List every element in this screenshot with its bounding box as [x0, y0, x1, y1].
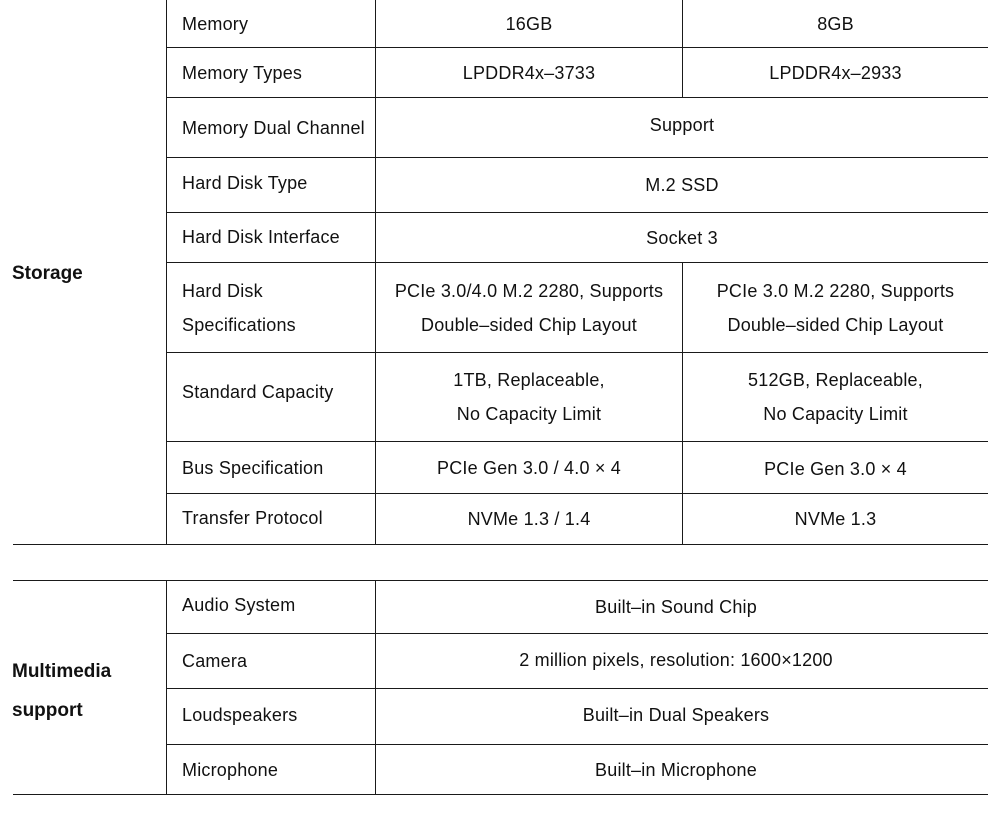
spec-label: Bus Specification — [182, 457, 324, 478]
spec-label: Loudspeakers — [182, 705, 298, 725]
spec-value: 2 million pixels, resolution: 1600×1200 — [519, 650, 833, 670]
spec-value-line: No Capacity Limit — [456, 404, 602, 424]
divider — [13, 544, 988, 545]
spec-label: Transfer Protocol — [182, 508, 323, 528]
spec-label-line: Specifications — [182, 314, 296, 335]
spec-value-line: PCIe 3.0/4.0 M.2 2280, Supports — [394, 280, 664, 301]
spec-value-line: 1TB, Replaceable, — [453, 370, 605, 390]
spec-label: Memory — [182, 13, 249, 34]
spec-label: Audio System — [182, 595, 296, 615]
category-line: Multimedia — [12, 661, 112, 682]
spec-value: PCIe Gen 3.0 × 4 — [764, 458, 907, 479]
spec-value: PCIe Gen 3.0 / 4.0 × 4 — [436, 457, 621, 478]
spec-value: NVMe 1.3 / 1.4 — [467, 509, 591, 529]
spec-value-line: Double–sided Chip Layout — [727, 314, 944, 335]
spec-label: Microphone — [182, 759, 279, 780]
spec-label — [167, 263, 375, 352]
spec-value: LPDDR4x–2933 — [769, 62, 902, 83]
spec-label: Memory Types — [182, 62, 303, 83]
spec-value-line: PCIe 3.0 M.2 2280, Supports — [716, 280, 955, 301]
spec-value: Socket 3 — [646, 227, 718, 248]
spec-value-line: No Capacity Limit — [763, 404, 908, 424]
spec-value — [683, 353, 988, 441]
spec-label: Memory Dual Channel — [182, 117, 365, 138]
category-multimedia — [12, 652, 111, 730]
spec-label-line: Hard Disk — [182, 280, 263, 301]
spec-value-line: 512GB, Replaceable, — [748, 370, 923, 390]
category-storage: Storage — [12, 263, 83, 284]
spec-value: Built–in Dual Speakers — [582, 705, 770, 725]
spec-value: 8GB — [817, 13, 854, 34]
spec-label: Hard Disk Interface — [182, 226, 340, 247]
spec-label: Camera — [182, 651, 248, 671]
spec-value: Built–in Microphone — [595, 759, 757, 780]
spec-value — [376, 263, 682, 352]
spec-value — [683, 263, 988, 352]
spec-value: NVMe 1.3 — [794, 509, 877, 529]
spec-value: Support — [649, 115, 715, 135]
spec-value — [376, 353, 682, 441]
spec-label: Standard Capacity — [182, 382, 334, 402]
spec-value: LPDDR4x–3733 — [462, 62, 596, 83]
category-line: support — [12, 700, 83, 721]
spec-label: Hard Disk Type — [182, 173, 308, 193]
spec-value: M.2 SSD — [645, 175, 719, 195]
spec-value-line: Double–sided Chip Layout — [421, 314, 637, 335]
spec-value: Built–in Sound Chip — [595, 597, 757, 617]
spec-value: 16GB — [505, 13, 553, 34]
divider — [13, 794, 988, 795]
